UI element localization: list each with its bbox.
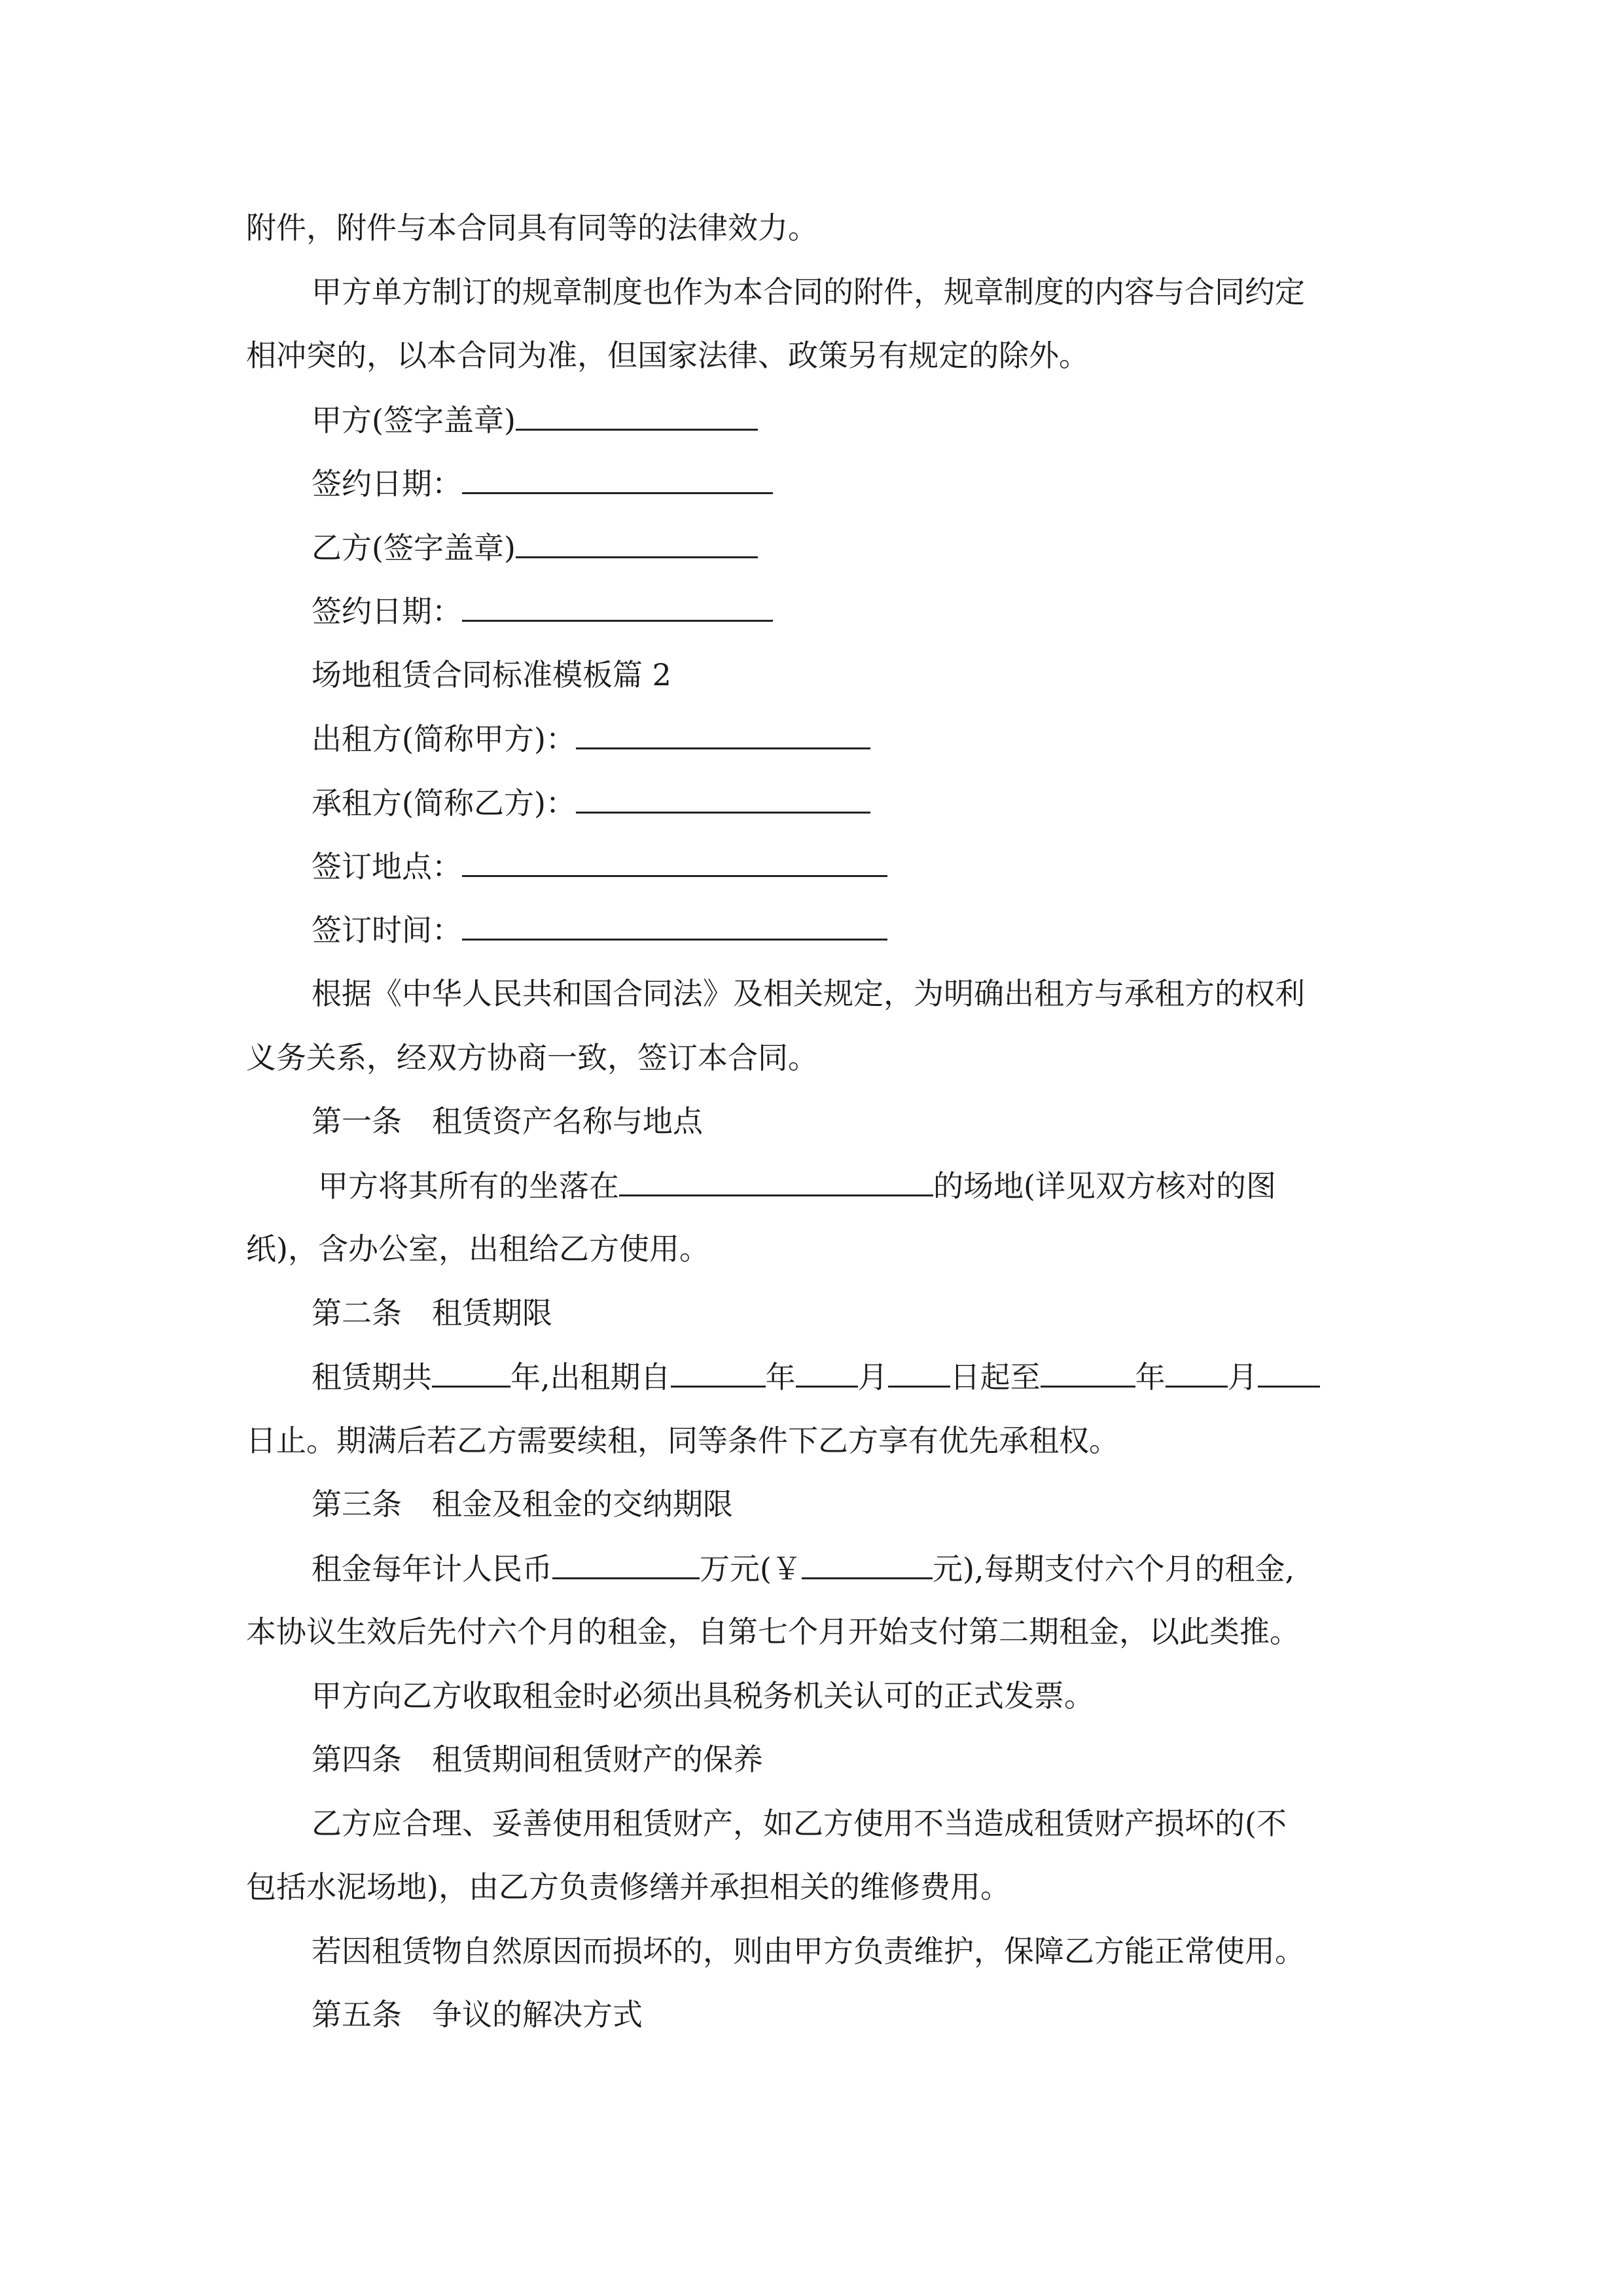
line-text: 相冲突的，以本合同为准，但国家法律、政策另有规定的除外。 <box>246 338 1089 373</box>
paragraph-line <box>312 1676 1094 1715</box>
paragraph-line <box>246 1038 818 1077</box>
line-text: 甲方单方制订的规章制度也作为本合同的附件，规章制度的内容与合同约定 <box>312 274 1305 310</box>
article-5-heading: 第五条 争议的解决方式 <box>312 1997 643 2032</box>
paragraph-line <box>312 1931 1305 1971</box>
line-text: 附件，附件与本合同具有同等的法律效力。 <box>246 210 818 245</box>
line-text: 租金每年计人民币 <box>312 1551 552 1587</box>
line-text: 根据《中华人民共和国合同法》及相关规定，为明确出租方与承租方的权利 <box>312 976 1305 1011</box>
paragraph-line <box>246 208 818 247</box>
line-text: 本协议生效后先付六个月的租金，自第七个月开始支付第二期租金，以此类推。 <box>246 1614 1300 1649</box>
article-heading <box>312 1740 763 1779</box>
rent-yuan-blank[interactable] <box>802 1549 933 1579</box>
signing-time-blank[interactable] <box>462 910 887 941</box>
line-text: 年 <box>1135 1359 1166 1395</box>
line-text: 甲方向乙方收取租金时必须出具税务机关认可的正式发票。 <box>312 1678 1094 1713</box>
contract-title <box>312 655 671 694</box>
party-b-signature-blank[interactable] <box>516 528 758 558</box>
sign-date-blank[interactable] <box>462 463 773 494</box>
line-text: 元),每期支付六个月的租金, <box>932 1551 1295 1587</box>
sign-date-line-b <box>312 591 773 630</box>
line-text: 年 <box>765 1359 796 1395</box>
paragraph-line <box>312 272 1305 312</box>
line-text: 万元(￥ <box>700 1551 802 1587</box>
end-year-blank[interactable] <box>1041 1357 1135 1388</box>
line-text: 若因租赁物自然原因而损坏的，则由甲方负责维护，保障乙方能正常使用。 <box>312 1933 1305 1969</box>
sign-date-blank[interactable] <box>462 591 773 622</box>
paragraph-line <box>246 1421 1119 1460</box>
paragraph-line <box>246 1229 709 1268</box>
line-text: 包括水泥场地)，由乙方负责修缮并承担相关的维修费用。 <box>246 1869 1010 1905</box>
lessor-blank[interactable] <box>576 719 870 749</box>
party-a-signature-blank[interactable] <box>516 400 758 431</box>
paragraph-line <box>312 1549 1294 1588</box>
signing-time-line <box>312 910 887 949</box>
years-blank[interactable] <box>432 1357 510 1388</box>
line-text: 甲方将其所有的坐落在 <box>318 1168 619 1204</box>
signing-time-label: 签订时间： <box>312 912 462 948</box>
sign-date-label: 签约日期： <box>312 466 462 501</box>
paragraph-line <box>312 1804 1287 1843</box>
article-heading <box>312 1293 552 1333</box>
article-heading <box>312 1102 703 1141</box>
lessee-line <box>312 783 870 822</box>
article-1-heading: 第一条 租赁资产名称与地点 <box>312 1103 703 1139</box>
end-day-blank[interactable] <box>1258 1357 1320 1388</box>
start-month-blank[interactable] <box>796 1357 858 1388</box>
article-heading <box>312 1995 643 2034</box>
paragraph-line <box>312 974 1305 1013</box>
paragraph-line <box>246 336 1089 375</box>
article-2-heading: 第二条 租赁期限 <box>312 1295 552 1331</box>
location-blank[interactable] <box>619 1166 933 1196</box>
line-text: 租赁期共 <box>312 1359 432 1395</box>
article-3-heading: 第三条 租金及租金的交纳期限 <box>312 1486 733 1522</box>
title-text: 场地租赁合同标准模板篇 2 <box>312 657 671 692</box>
rent-amount-blank[interactable] <box>552 1549 700 1579</box>
lessor-label: 出租方(简称甲方)： <box>312 721 576 757</box>
signature-line-party-a <box>312 400 758 439</box>
signing-place-line <box>312 846 887 886</box>
end-month-blank[interactable] <box>1166 1357 1228 1388</box>
line-text: 日起至 <box>950 1359 1041 1395</box>
line-text: 乙方应合理、妥善使用租赁财产，如乙方使用不当造成租赁财产损坏的(不 <box>312 1806 1287 1841</box>
sign-date-line-a <box>312 463 773 503</box>
signing-place-label: 签订地点： <box>312 849 462 884</box>
paragraph-line <box>246 1612 1300 1651</box>
line-text: 月 <box>857 1359 888 1395</box>
lessor-line <box>312 719 870 758</box>
paragraph-line <box>246 1867 1010 1907</box>
signing-place-blank[interactable] <box>462 846 887 877</box>
party-b-signature-label: 乙方(签字盖章) <box>312 530 516 565</box>
start-day-blank[interactable] <box>888 1357 950 1388</box>
line-text: 纸)，含办公室，出租给乙方使用。 <box>246 1231 709 1266</box>
lessee-blank[interactable] <box>576 783 870 814</box>
lessee-label: 承租方(简称乙方)： <box>312 785 576 821</box>
line-text: 月 <box>1227 1359 1258 1395</box>
line-text: 的场地(详见双方核对的图 <box>933 1168 1276 1204</box>
line-text: 义务关系，经双方协商一致，签订本合同。 <box>246 1040 818 1075</box>
sign-date-label: 签约日期： <box>312 594 462 629</box>
article-heading <box>312 1484 733 1524</box>
line-text: 年,出租期自 <box>510 1359 671 1395</box>
paragraph-line <box>312 1357 1320 1396</box>
signature-line-party-b <box>312 528 758 567</box>
article-4-heading: 第四条 租赁期间租赁财产的保养 <box>312 1742 763 1777</box>
party-a-signature-label: 甲方(签字盖章) <box>312 403 516 438</box>
paragraph-line <box>318 1166 1276 1205</box>
line-text: 日止。期满后若乙方需要续租，同等条件下乙方享有优先承租权。 <box>246 1423 1119 1458</box>
start-year-blank[interactable] <box>671 1357 766 1388</box>
